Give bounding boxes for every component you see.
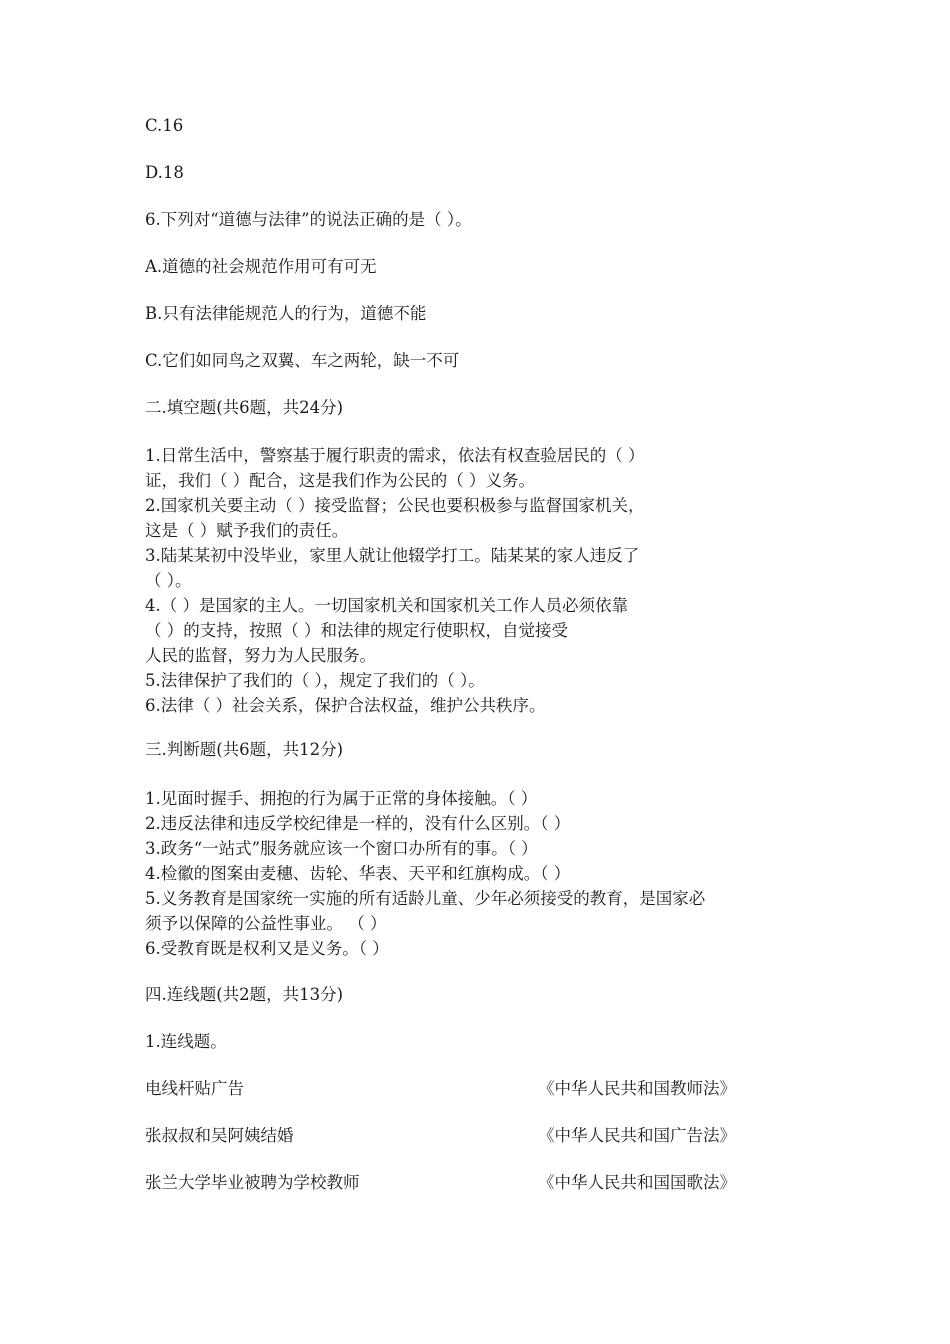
fill-line: 证，我们（ ）配合，这是我们作为公民的（ ）义务。 [145, 471, 535, 490]
judge-line: 须予以保障的公益性事业。 （ ） [145, 914, 387, 933]
fill-line: 4.（ ）是国家的主人。一切国家机关和国家机关工作人员必须依靠 [145, 596, 628, 615]
match-left-item: 电线杆贴广告 [145, 1079, 244, 1098]
match-left-item: 张兰大学毕业被聘为学校教师 [145, 1173, 360, 1192]
fill-line: 3.陆某某初中没毕业，家里人就让他辍学打工。陆某某的家人违反了 [145, 546, 640, 565]
fill-line: 这是（ ）赋予我们的责任。 [145, 521, 349, 540]
judge-questions [145, 786, 805, 961]
judge-line: 2.违反法律和违反学校纪律是一样的，没有什么区别。（ ） [145, 814, 571, 833]
match-right-item: 《中华人民共和国教师法》 [538, 1079, 736, 1098]
fill-line: 1.日常生活中，警察基于履行职责的需求，依法有权查验居民的（ ） [145, 446, 645, 465]
match-question: 1.连线题。 [145, 1032, 227, 1051]
fill-questions [145, 443, 805, 718]
match-right-item: 《中华人民共和国广告法》 [538, 1126, 736, 1145]
fill-line: （ ）的支持，按照（ ）和法律的规定行使职权，自觉接受 [145, 621, 568, 640]
judge-line: 4.检徽的图案由麦穗、齿轮、华表、天平和红旗构成。（ ） [145, 864, 571, 883]
match-right-item: 《中华人民共和国国歌法》 [538, 1173, 736, 1192]
section-heading-fill: 二.填空题(共6题，共24分) [145, 398, 344, 417]
fill-line: 人民的监督，努力为人民服务。 [145, 646, 376, 665]
judge-line: 1.见面时握手、拥抱的行为属于正常的身体接触。（ ） [145, 789, 538, 808]
fill-line: 2.国家机关要主动（ ）接受监督；公民也要积极参与监督国家机关， [145, 496, 645, 515]
option-b: B.只有法律能规范人的行为，道德不能 [145, 304, 427, 323]
section-heading-judge: 三.判断题(共6题，共12分) [145, 740, 344, 759]
fill-line: （ ）。 [145, 571, 192, 590]
judge-line: 6.受教育既是权利又是义务。（ ） [145, 939, 389, 958]
option-d-prev: D.18 [145, 163, 184, 182]
section-heading-match: 四.连线题(共2题，共13分) [145, 985, 344, 1004]
question-6: 6.下列对“道德与法律”的说法正确的是（ ）。 [145, 210, 472, 229]
fill-line: 5.法律保护了我们的（ ），规定了我们的（ ）。 [145, 671, 485, 690]
option-c-prev: C.16 [145, 116, 184, 135]
fill-line: 6.法律（ ）社会关系，保护合法权益，维护公共秩序。 [145, 696, 546, 715]
judge-line: 3.政务“一站式”服务就应该一个窗口办所有的事。（ ） [145, 839, 538, 858]
judge-line: 5.义务教育是国家统一实施的所有适龄儿童、少年必须接受的教育，是国家必 [145, 889, 706, 908]
match-left-item: 张叔叔和吴阿姨结婚 [145, 1126, 294, 1145]
option-c: C.它们如同鸟之双翼、车之两轮，缺一不可 [145, 351, 460, 370]
option-a: A.道德的社会规范作用可有可无 [145, 257, 377, 276]
